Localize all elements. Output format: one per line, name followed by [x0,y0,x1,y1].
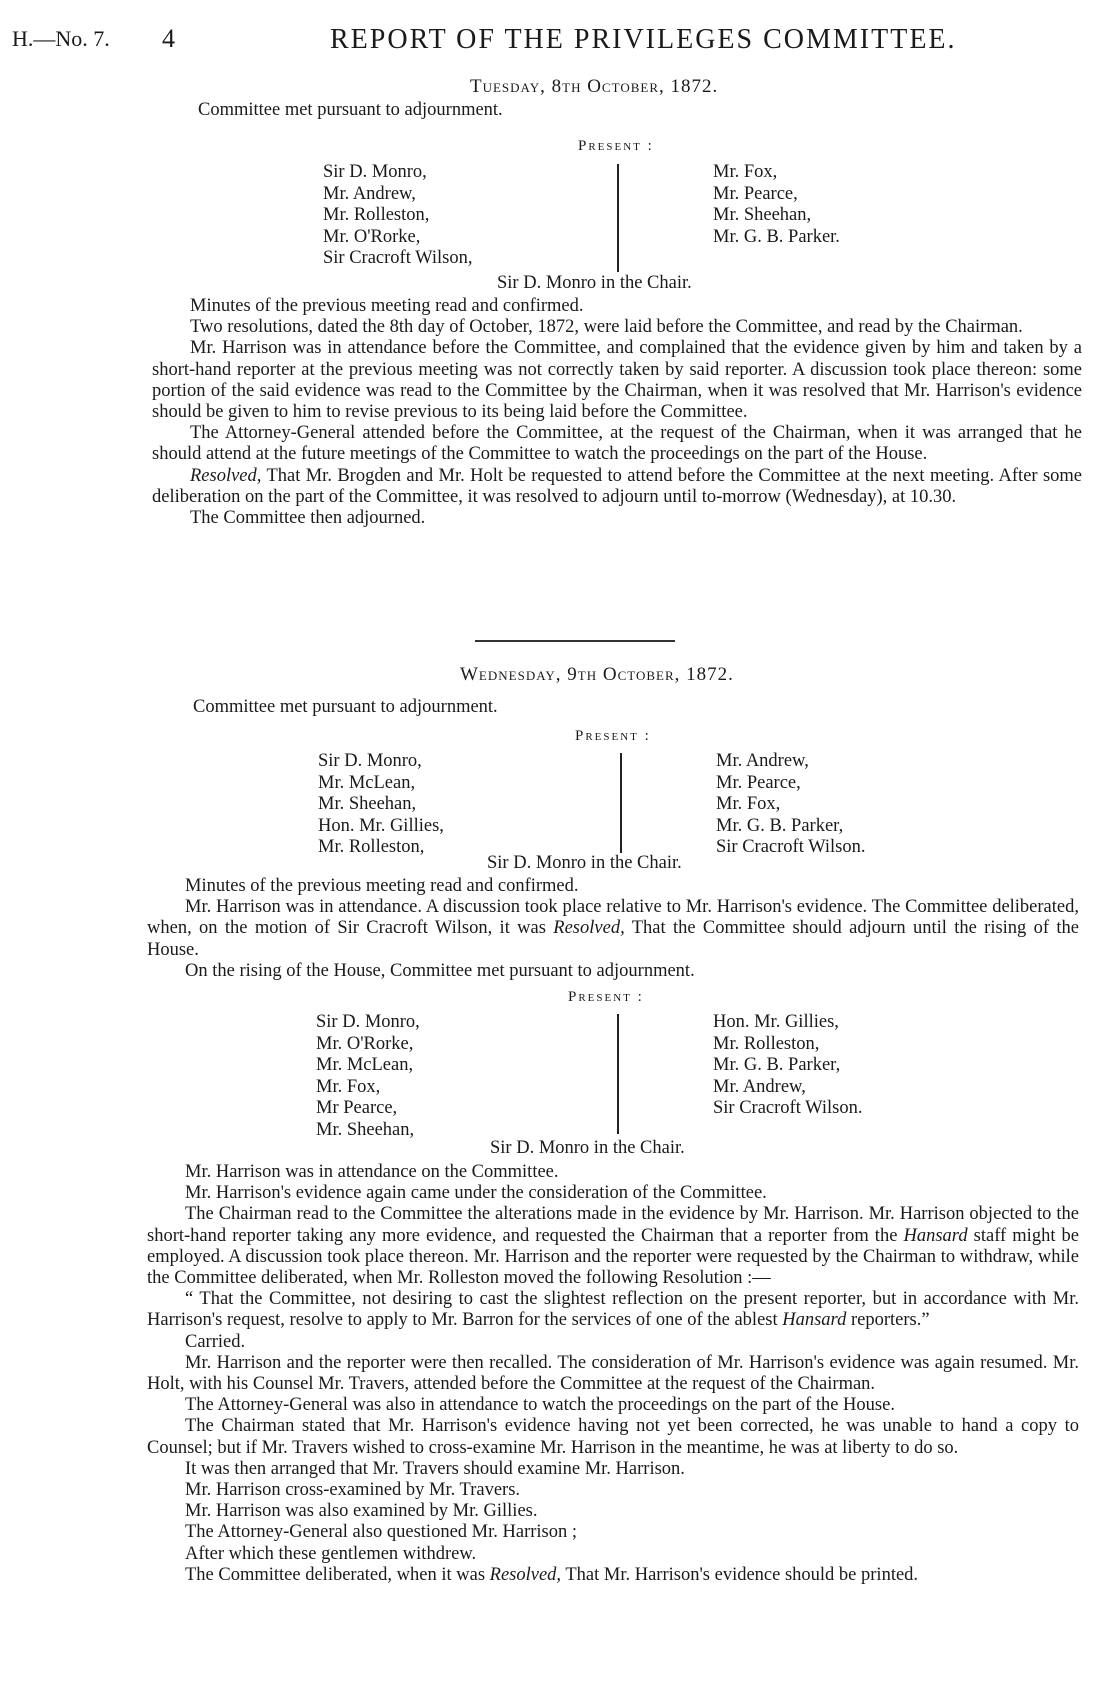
paragraph: Mr. Harrison and the reporter were then recalled. The consideration of Mr. Harrison's evidence was again resumed. Mr. Holt, with his Counsel Mr. Travers, attended before the Committee at the request of the Chairman. [147,1352,1079,1395]
paragraph: The Attorney-General also questioned Mr. Harrison ; [185,1522,577,1543]
attendee: Mr. O'Rorke, [323,226,421,247]
attendee: Mr. Fox, [713,162,778,182]
tuesday-attendees-left [323,162,472,270]
attendee: Mr. O'Rorke, [316,1033,414,1054]
attendee: Sir D. Monro, [323,162,427,182]
attendee: Mr. Fox, [316,1076,381,1097]
attendee: Mr. Sheehan, [713,205,812,226]
attendee: Mr. Rolleston, [323,205,430,226]
paragraph: Mr. Harrison was in attendance before the Committee, and complained that the evidence given by him and taken by a short-hand reporter at the previous meeting was not correctly taken by said reporter. A discussion took place thereon: some portion of the said evidence was read to the Committee by the Chairman, when it was resolved that Mr. Harrison's evidence should be given to him to revise previous to its being laid before the Committee. [152,338,1082,423]
paragraph: The Chairman read to the Committee the alterations made in the evidence by Mr. Harrison. Mr. Harrison objected to the short-hand reporter taking any more evidence, and requested the Chairman that a reporter from the Hansard staff might be employed. A discussion took place thereon. Mr. Harrison and the reporter were requested by the Chairman to withdraw, while the Committee deliberated, when Mr. Rolleston moved the following Resolution :— [147,1204,1080,1289]
paragraph: Carried. [185,1331,246,1352]
tuesday-attendees-right [713,162,840,248]
tuesday-chair: Sir D. Monro in the Chair. [497,273,692,293]
column-divider [617,1014,619,1134]
wednesday-date: Wednesday, 9th October, 1872. [460,664,734,685]
attendee: Mr. Sheehan, [316,1119,415,1140]
column-divider [617,164,619,272]
attendee: Mr Pearce, [316,1098,398,1119]
attendee: Mr. G. B. Parker. [713,226,840,247]
wednesday-present2-label: Present : [568,989,644,1005]
paragraph: Mr. Harrison was also examined by Mr. Gillies. [185,1501,538,1522]
wednesday-minutes [147,876,1079,982]
paragraph: Two resolutions, dated the 8th day of October, 1872, were laid before the Committee, and read by the Chairman. [190,317,1023,338]
attendee: Sir Cracroft Wilson, [323,248,473,269]
paragraph: Resolved, That Mr. Brogden and Mr. Holt be requested to attend before the Committee at the next meeting. After some deliberation on the part of the Committee, it was resolved to adjourn until to-morrow (Wednesday), at 10.30. [152,465,1082,507]
paragraph: The Committee then adjourned. [190,508,426,529]
attendee: Mr. Andrew, [716,751,809,771]
page-number: 4 [162,24,175,53]
attendee: Mr. Andrew, [323,183,416,204]
attendee: Mr. G. B. Parker, [713,1055,841,1076]
wednesday-chair2: Sir D. Monro in the Chair. [490,1138,685,1158]
attendee: Sir Cracroft Wilson. [716,837,866,858]
attendee: Mr. Sheehan, [318,794,417,815]
attendee: Hon. Mr. Gillies, [318,815,444,836]
wednesday-attendees2-right [713,1012,862,1120]
attendee: Mr. Rolleston, [318,837,425,858]
document-number: H.—No. 7. [12,26,110,51]
paragraph: Mr. Harrison was in attendance. A discussion took place relative to Mr. Harrison's evidence. The Committee deliberated, when, on the motion of Sir Cracroft Wilson, it was Resolved, That the Committee should adjourn until the rising of the House. [147,897,1079,960]
paragraph: Mr. Harrison cross-examined by Mr. Travers. [185,1480,521,1501]
attendee: Mr. G. B. Parker, [716,815,844,836]
wednesday-continued-minutes [147,1162,1079,1586]
wednesday-chair: Sir D. Monro in the Chair. [487,853,682,873]
attendee: Sir D. Monro, [318,751,422,771]
resolution-quote: “ That the Committee, not desiring to cast the slightest reflection on the present reporter, but in accordance with Mr. Harrison's request, resolve to apply to Mr. Barron for the services of one of the ablest Hansard reporters.” [147,1289,1079,1331]
paragraph: Mr. Harrison was in attendance on the Committee. [185,1162,559,1182]
attendee: Mr. Pearce, [713,183,798,204]
attendee: Mr. Andrew, [713,1076,806,1097]
attendee: Mr. Pearce, [716,772,801,793]
report-title: REPORT OF THE PRIVILEGES COMMITTEE. [330,24,957,55]
attendee: Mr. Fox, [716,794,781,815]
paragraph: Minutes of the previous meeting read and confirmed. [190,296,584,316]
paragraph: The Committee deliberated, when it was Resolved, That Mr. Harrison's evidence should be printed. [185,1564,919,1585]
tuesday-intro: Committee met pursuant to adjournment. [198,100,503,120]
tuesday-minutes [152,296,1082,529]
paragraph: After which these gentlemen withdrew. [185,1543,477,1564]
paragraph: It was then arranged that Mr. Travers should examine Mr. Harrison. [185,1458,685,1479]
page-header [12,22,1094,62]
paragraph: The Chairman stated that Mr. Harrison's evidence having not yet been corrected, he was unable to hand a copy to Counsel; but if Mr. Travers wished to cross-examine Mr. Harrison in the meantime, he was at liberty to do so. [147,1416,1079,1458]
attendee: Mr. Rolleston, [713,1033,820,1054]
attendee: Sir D. Monro, [316,1012,420,1032]
wednesday-present-label: Present : [575,728,651,744]
paragraph: The Attorney-General was also in attendance to watch the proceedings on the part of the House. [185,1395,895,1416]
wednesday-attendees-left [318,751,444,859]
attendee: Sir Cracroft Wilson. [713,1098,863,1119]
wednesday-attendees2-left [316,1012,420,1142]
attendee: Mr. McLean, [316,1055,414,1076]
tuesday-date: Tuesday, 8th October, 1872. [470,76,719,97]
attendee: Hon. Mr. Gillies, [713,1012,839,1032]
wednesday-attendees-right [716,751,865,859]
attendee: Mr. McLean, [318,772,416,793]
paragraph: Mr. Harrison's evidence again came under the consideration of the Committee. [185,1183,767,1204]
section-divider [475,640,675,642]
paragraph: Minutes of the previous meeting read and confirmed. [185,876,579,896]
paragraph: On the rising of the House, Committee met pursuant to adjournment. [185,960,695,981]
wednesday-intro: Committee met pursuant to adjournment. [193,697,498,717]
paragraph: The Attorney-General attended before the Committee, at the request of the Chairman, when it was arranged that he should attend at the future meetings of the Committee to watch the proceedings on the part of the House. [152,423,1082,465]
tuesday-present-label: Present : [578,138,654,154]
column-divider [620,753,622,853]
